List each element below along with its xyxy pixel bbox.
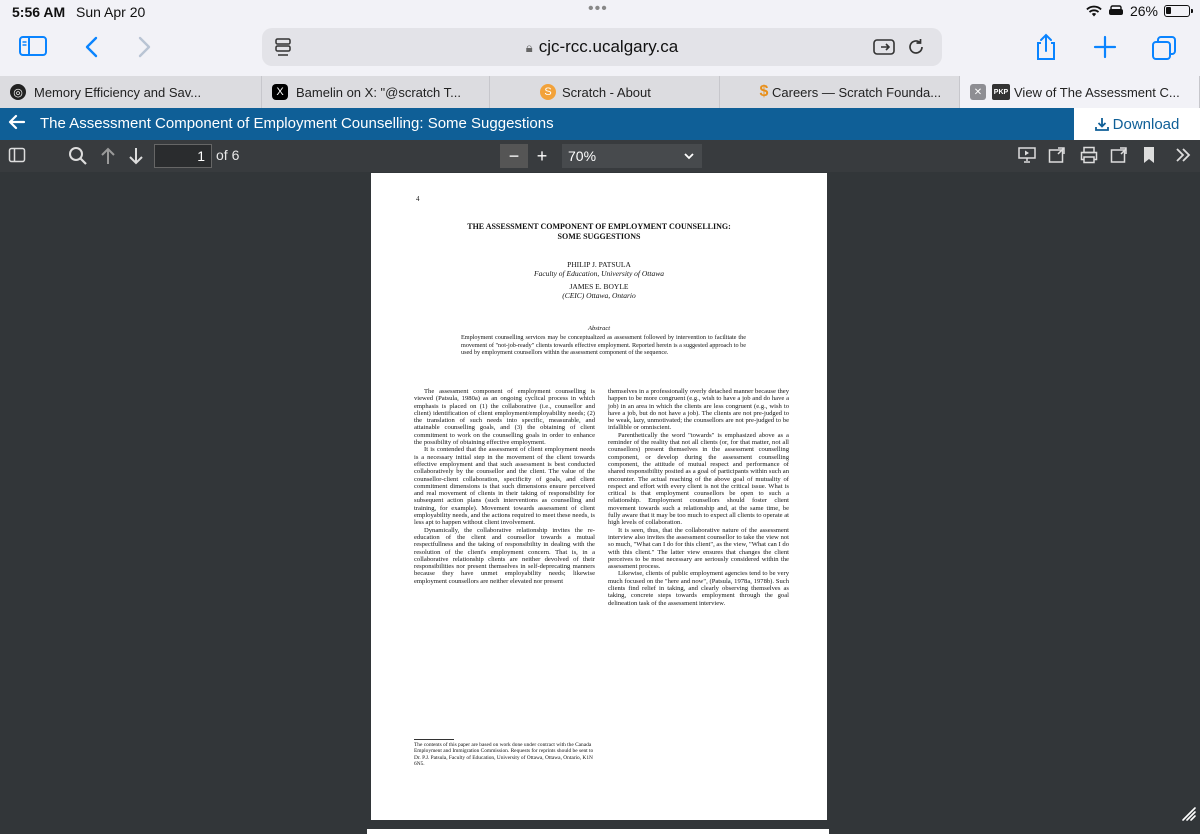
pdf-page [371, 173, 827, 820]
previous-page-icon[interactable] [100, 146, 116, 169]
zoom-controls [500, 144, 702, 168]
forward-button[interactable] [134, 36, 154, 58]
scratch-favicon-icon: S [540, 84, 556, 100]
tab-label: Scratch - About [562, 84, 651, 100]
save-icon[interactable] [1110, 146, 1128, 167]
body-paragraph: Parenthetically the word "towards" is emphasized above as a reminder of the reality that not all clients (or, for that matter, not all counsellors) present themselves in the assessment counselling component, or develop during the assessment counselling component, the attitude of mutual respect and performance of shared responsibility posited as a goal of participants within such an encounter. The actual reaching of the above goal of mutuality of respect and effort with every client is not the critical issue. What is critical is that employment counsellors be open to such a relationship. Employment counsellors should foster client movement towards such a relationship and, at the same time, be fully aware that it may be too much to expect all clients to operate at high levels of collaboration. [608, 431, 789, 527]
scroll-handle-icon[interactable] [1180, 805, 1198, 823]
title-line-1: THE ASSESSMENT COMPONENT OF EMPLOYMENT COUNSELLING: [467, 222, 731, 231]
tab-memory-efficiency[interactable] [0, 76, 262, 108]
status-time: 5:56 AM [12, 4, 66, 20]
memory-favicon-icon: ◎ [10, 84, 26, 100]
author-2-affiliation: (CEIC) Ottawa, Ontario [562, 291, 636, 300]
back-button[interactable] [82, 36, 102, 58]
bookmark-icon[interactable] [1142, 146, 1156, 167]
multitasking-dots[interactable]: ••• [588, 0, 608, 17]
chevron-right-icon [134, 36, 154, 58]
next-pdf-page [367, 829, 829, 834]
plus-icon [1092, 34, 1118, 60]
pdf-toolbar [0, 140, 1200, 172]
lock-icon: 🔒︎ [525, 40, 533, 55]
vpn-car-icon [1108, 5, 1124, 17]
wifi-icon [1086, 5, 1102, 17]
scratch-foundation-favicon-icon: $ [759, 83, 769, 100]
url-text: cjc-rcc.ucalgary.ca [538, 37, 679, 56]
address-bar[interactable] [262, 28, 942, 66]
close-tab-icon[interactable]: ✕ [970, 84, 986, 100]
presentation-mode-icon[interactable] [1018, 146, 1036, 167]
url-display[interactable] [262, 37, 942, 57]
tab-label: Bamelin on X: "@scratch T... [296, 84, 461, 100]
tab-label: Memory Efficiency and Sav... [34, 84, 202, 100]
tab-scratch-about[interactable] [490, 76, 720, 108]
status-bar [0, 0, 1200, 24]
tab-label: View of The Assessment C... [1014, 84, 1180, 100]
browser-toolbar [0, 24, 1200, 76]
tab-strip [0, 76, 1200, 108]
status-right [1086, 3, 1190, 19]
footnote: The contents of this paper are based on work done under contract with the Canada Employment and Immigration Commission. Requests for reprints should be sent to Dr. P.J. Patsula, Faculty of Education, University of Ottawa, Ottawa, Ontario, K1N 6N5. [414, 742, 594, 768]
battery-icon [1164, 5, 1190, 17]
tab-overview-button[interactable] [1150, 34, 1178, 62]
body-paragraph: Dynamically, the collaborative relationship invites the re-education of the client and counsellor towards a mutual respectfullness and the taking of responsibility in dealing with the resolution of the client's employment concern. That is, in a collaborative relationship clients are neither devolved of their responsibilities nor present themselves in self-deprecating manners because they have unmet employability needs; likewise employment counsellors are neither elevated nor present [414, 526, 595, 585]
sidebar-icon [18, 34, 48, 58]
x-logo-icon: X [272, 84, 288, 100]
abstract-text: Employment counselling services may be conceptualized as assessment followed by intervention to facilitate the movement of "not-job-ready" clients towards effective employment. Reported herein is a suggested approach to be used by employment counsellors within the assessment component of the sequence. [461, 334, 746, 357]
chevron-left-icon [82, 36, 102, 58]
status-date: Sun Apr 20 [76, 4, 146, 20]
battery-fill [1166, 7, 1171, 14]
left-column [414, 388, 595, 585]
tab-bamelin-x[interactable] [262, 76, 490, 108]
chevron-down-icon [684, 144, 694, 175]
page-total: of 6 [216, 147, 240, 163]
tab-label: Careers — Scratch Founda... [772, 84, 942, 100]
battery-percent: 26% [1129, 3, 1158, 19]
abstract-heading: Abstract [587, 325, 611, 332]
reload-icon[interactable] [906, 37, 926, 57]
tab-view-assessment[interactable] [960, 76, 1200, 108]
find-icon[interactable] [68, 146, 88, 169]
zoom-select[interactable] [562, 144, 702, 168]
right-column [608, 388, 789, 607]
more-tools-icon[interactable] [1174, 146, 1192, 167]
paper-title [371, 222, 827, 242]
next-page-icon[interactable] [128, 146, 144, 169]
zoom-in-button[interactable]: + [536, 145, 548, 166]
tabs-icon [1150, 34, 1178, 62]
share-icon [1034, 32, 1058, 62]
print-icon[interactable] [1080, 146, 1098, 167]
open-file-icon[interactable] [1048, 146, 1066, 167]
share-button[interactable] [1034, 32, 1058, 62]
tab-scratch-careers[interactable] [720, 76, 960, 108]
back-arrow-icon[interactable] [8, 113, 26, 136]
download-icon [1095, 117, 1109, 131]
zoom-out-button[interactable]: − [500, 144, 528, 168]
title-line-2: SOME SUGGESTIONS [557, 232, 641, 241]
author-1-affiliation: Faculty of Education, University of Ottawa [534, 269, 664, 278]
author-1-name: PHILIP J. PATSULA [567, 260, 631, 269]
new-tab-button[interactable] [1092, 34, 1118, 60]
footnote-rule [414, 739, 454, 740]
download-label: Download [1112, 115, 1180, 133]
body-paragraph: themselves in a professionally overly detached manner because they happen to be more congruent (e.g., wish to have a job and do have a job) in an area in which the clients are less congruent (e.g., wish to have a job, but do not have a job). The clients are not pre-judged to be weak, lazy, unmotivated; the counsellors are not pre-judged to be infallible or omniscient. [608, 388, 789, 432]
toggle-sidebar-icon[interactable] [8, 146, 26, 167]
author-2-name: JAMES E. BOYLE [569, 282, 629, 291]
page-number-input[interactable]: 1 [154, 144, 212, 168]
page-number: 4 [416, 195, 420, 203]
sidebar-toggle-button[interactable] [18, 34, 48, 58]
reader-translate-icon[interactable] [872, 38, 896, 56]
download-button[interactable] [1074, 108, 1200, 140]
body-paragraph: It is seen, thus, that the collaborative nature of the assessment interview also invites the assessment counsellor to take the view not so much, "What can I do for this client", as the view, "What can I do with this client." The latter view ensures that changes the client perceives to be most necessary are seriously considered within the assessment process. [608, 526, 789, 571]
body-paragraph: Likewise, clients of public employment agencies tend to be very much focused on the "here and now", (Patsula, 1978a, 1978b). Such clients find relief in taking, and clearly observing themselves as taking, concrete steps towards employment through the goal delineation task of the assessment interview. [608, 570, 789, 607]
pkp-favicon-icon: PKP [992, 84, 1010, 100]
body-paragraph: The assessment component of employment counselling is viewed (Patsula, 1980a) as an ongoing cyclical process in which emphasis is placed on (1) the collaborative (i.e., counsellor and client) identification of client employment/employability needs; (2) the translation of such needs into specific, measurable, and attainable counselling goals, and (3) the obtaining of client commitment to work on the counselling goals in order to enhance the possibility of obtaining effective employment. [414, 388, 595, 447]
body-paragraph: It is contended that the assessment of client employment needs is a necessary initial step in the movement of the client towards effective employment and that such assessment is best conducted collaboratively by the counsellor and the client. The value of the counsellor-client collaboration, specificity of goals, and client commitment dimensions is that such dimensions ensure perceived and real movement of clients in their taking of responsibility for subsequent action plans (such interventions as counselling and training, for example). Movement towards assessment of client employability needs, and the actions required to meet these needs, is less apt to happen without client involvement. [414, 446, 595, 527]
article-title[interactable]: The Assessment Component of Employment Counselling: Some Suggestions [40, 115, 554, 132]
pdf-header [0, 108, 1200, 140]
zoom-value: 70% [568, 148, 597, 164]
